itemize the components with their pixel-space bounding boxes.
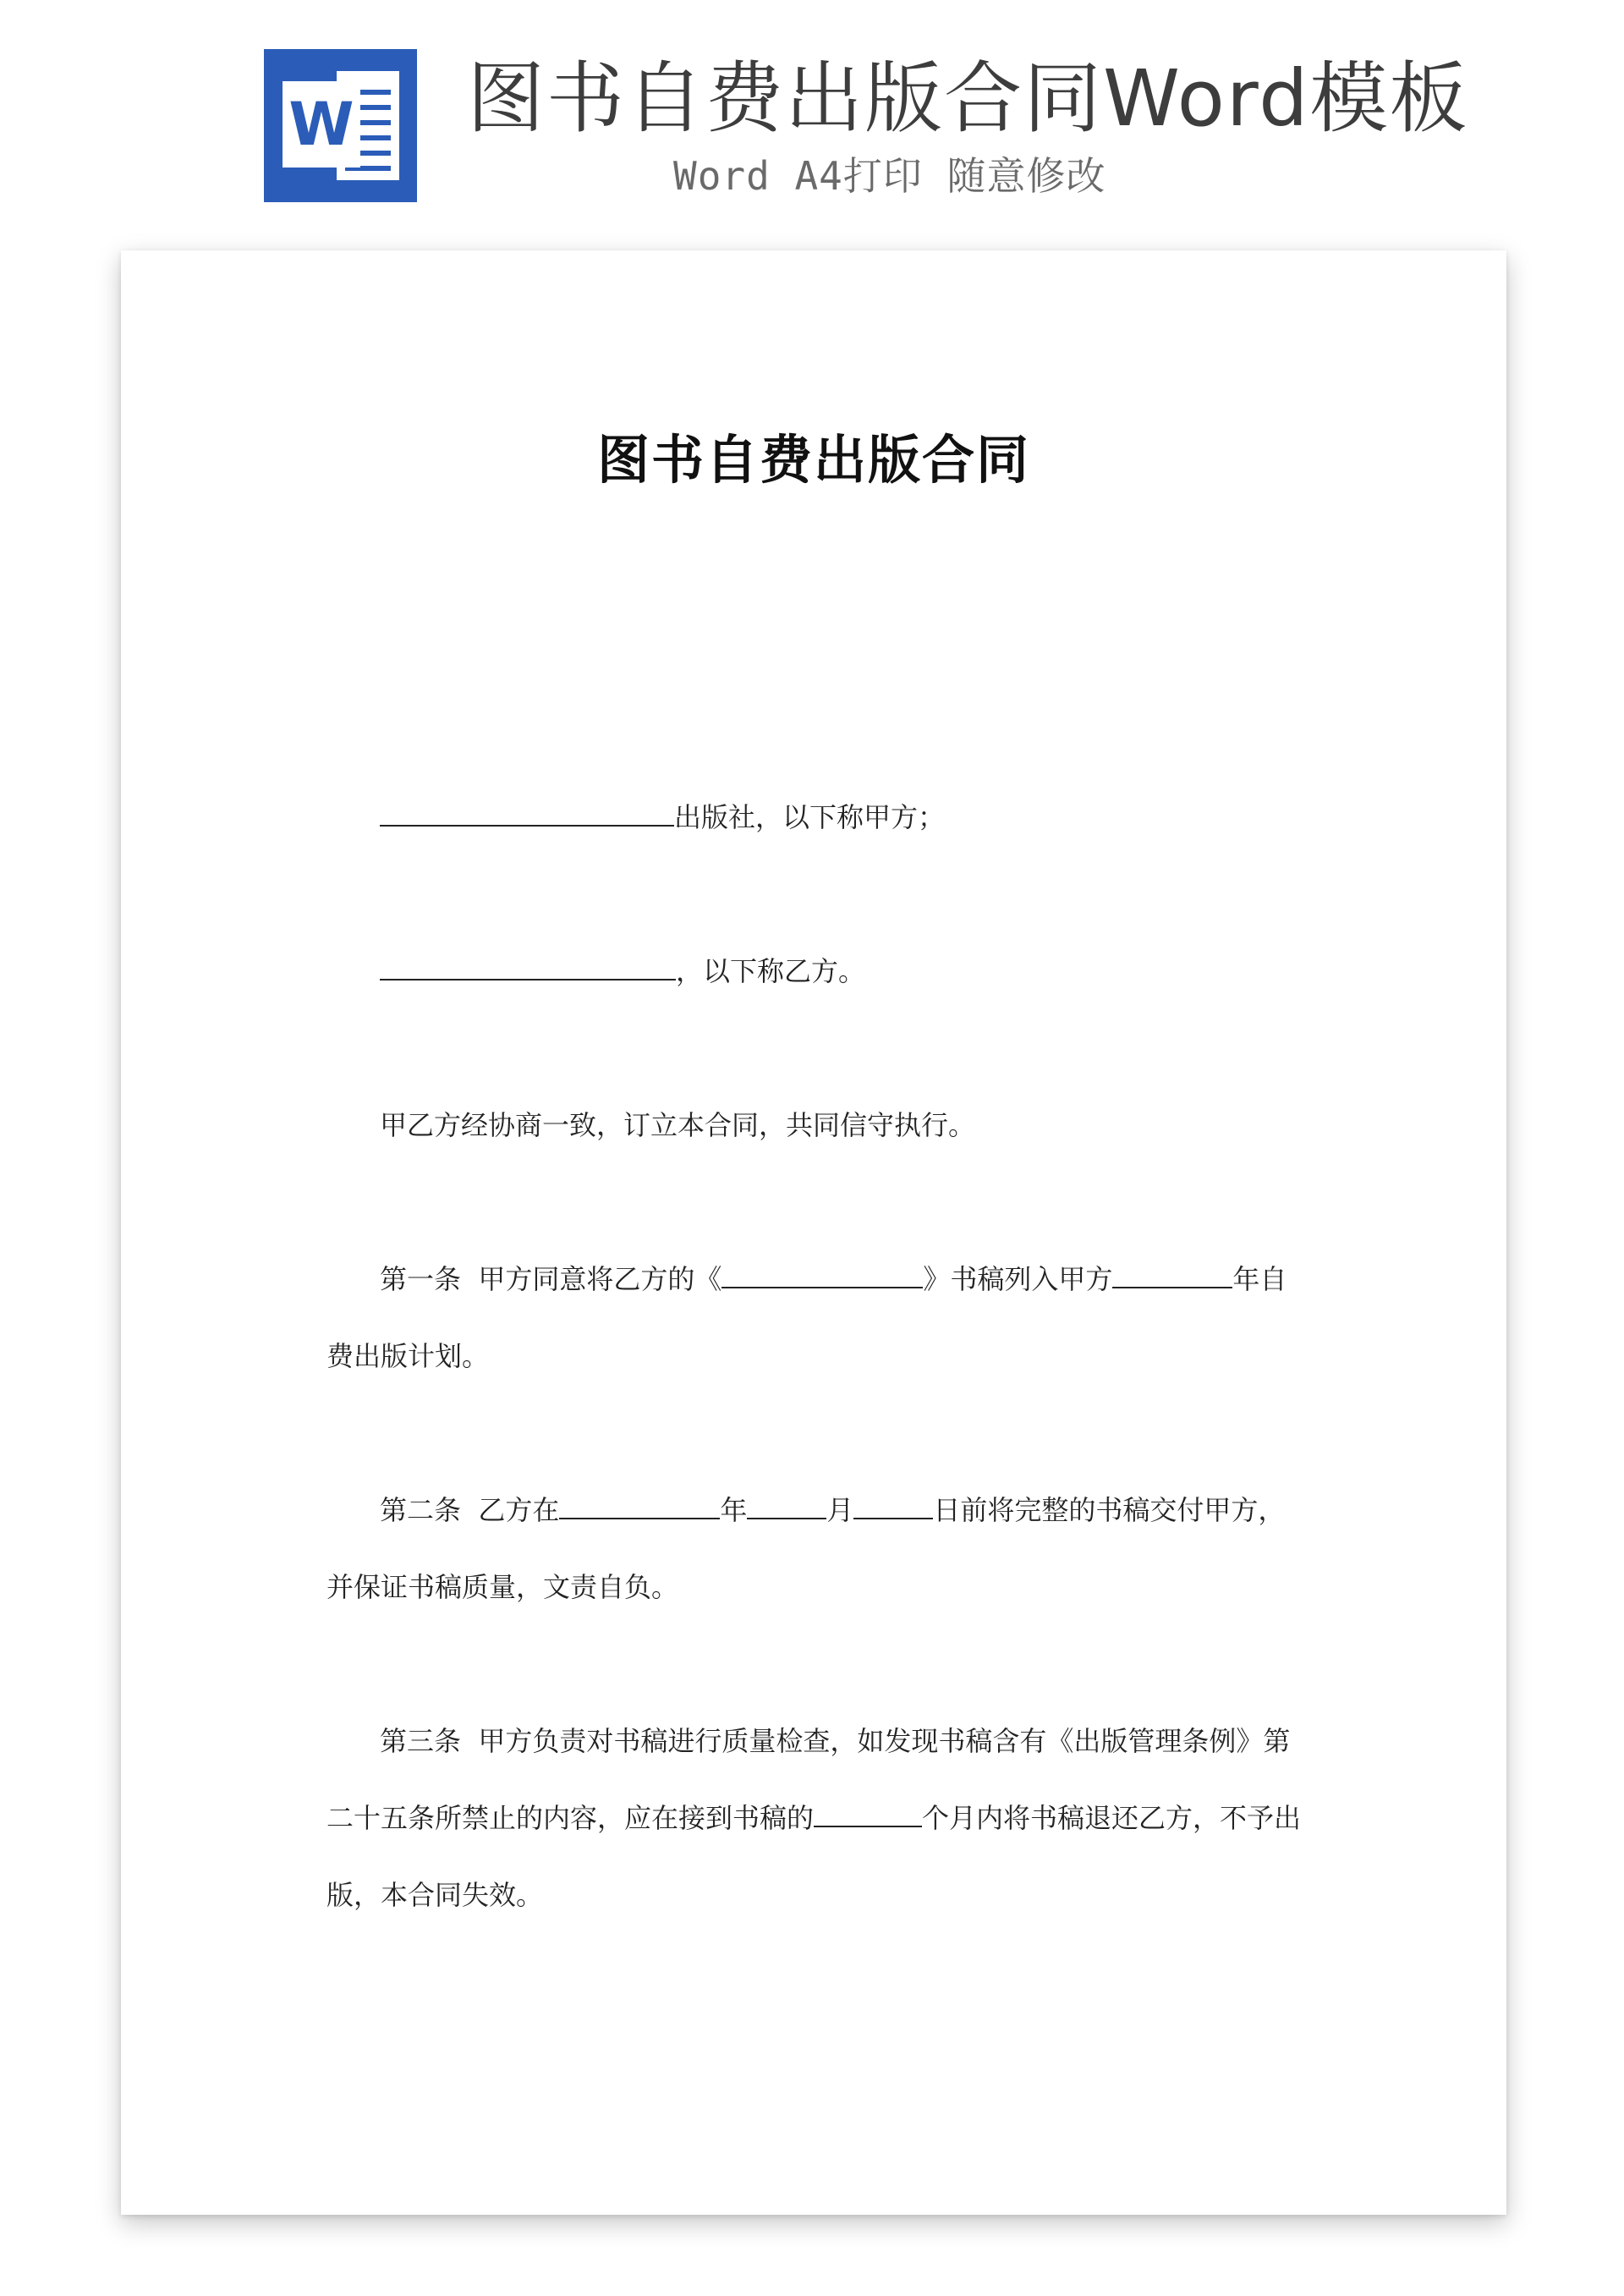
article-3-line-1 (380, 1722, 1290, 1760)
deadline-year-blank[interactable] (559, 1492, 720, 1519)
article-3-line-2 (326, 1799, 1301, 1837)
article-3-text: 二十五条所禁止的内容，应在接到书稿的 (326, 1802, 815, 1834)
article-2-line-1 (380, 1491, 1285, 1529)
article-1-text: 年自 (1232, 1263, 1287, 1295)
article-2-text: 年 (720, 1494, 748, 1526)
article-1-line-2: 费出版计划。 (326, 1340, 490, 1372)
article-1-text: 甲方同意将乙方的《 (478, 1263, 722, 1295)
article-2-text: 月 (826, 1494, 854, 1526)
article-2-line-2: 并保证书稿质量，文责自负。 (326, 1571, 679, 1603)
article-3-text: 甲方负责对书稿进行质量检查，如发现书稿含有《出版管理条例》第 (478, 1725, 1291, 1757)
document-title: 图书自费出版合同 (596, 429, 1030, 491)
word-app-icon (264, 49, 417, 202)
article-1-line-1 (380, 1261, 1287, 1298)
article-2-label: 第二条 (380, 1494, 462, 1526)
plan-year-blank[interactable] (1112, 1261, 1232, 1288)
party-b-text: ，以下称乙方。 (676, 955, 866, 987)
return-months-blank[interactable] (814, 1800, 922, 1827)
party-a-blank[interactable] (380, 799, 674, 827)
article-3-line-3: 版，本合同失效。 (326, 1879, 544, 1911)
article-3-text: 个月内将书稿退还乙方，不予出 (922, 1802, 1302, 1834)
article-3-label: 第三条 (380, 1725, 462, 1757)
article-1-text: 》书稿列入甲方 (923, 1263, 1113, 1295)
deadline-month-blank[interactable] (747, 1492, 826, 1519)
preamble: 甲乙方经协商一致，订立本合同，共同信守执行。 (380, 1109, 976, 1141)
banner-title: 图书自费出版合同Word模板 (467, 53, 1469, 144)
book-title-blank[interactable] (721, 1261, 923, 1288)
word-w-letter: W (283, 81, 360, 168)
article-1-label: 第一条 (380, 1263, 462, 1295)
template-banner (0, 0, 1624, 228)
deadline-day-blank[interactable] (853, 1492, 933, 1519)
document-page (121, 250, 1506, 2215)
party-b-line (380, 953, 865, 990)
banner-subtitle: Word A4打印 随意修改 (673, 153, 1106, 199)
article-2-text: 日前将完整的书稿交付甲方， (933, 1494, 1286, 1526)
party-b-blank[interactable] (380, 953, 676, 980)
article-2-text: 乙方在 (478, 1494, 560, 1526)
party-a-line (380, 799, 945, 836)
party-a-text: 出版社，以下称甲方； (674, 801, 946, 833)
